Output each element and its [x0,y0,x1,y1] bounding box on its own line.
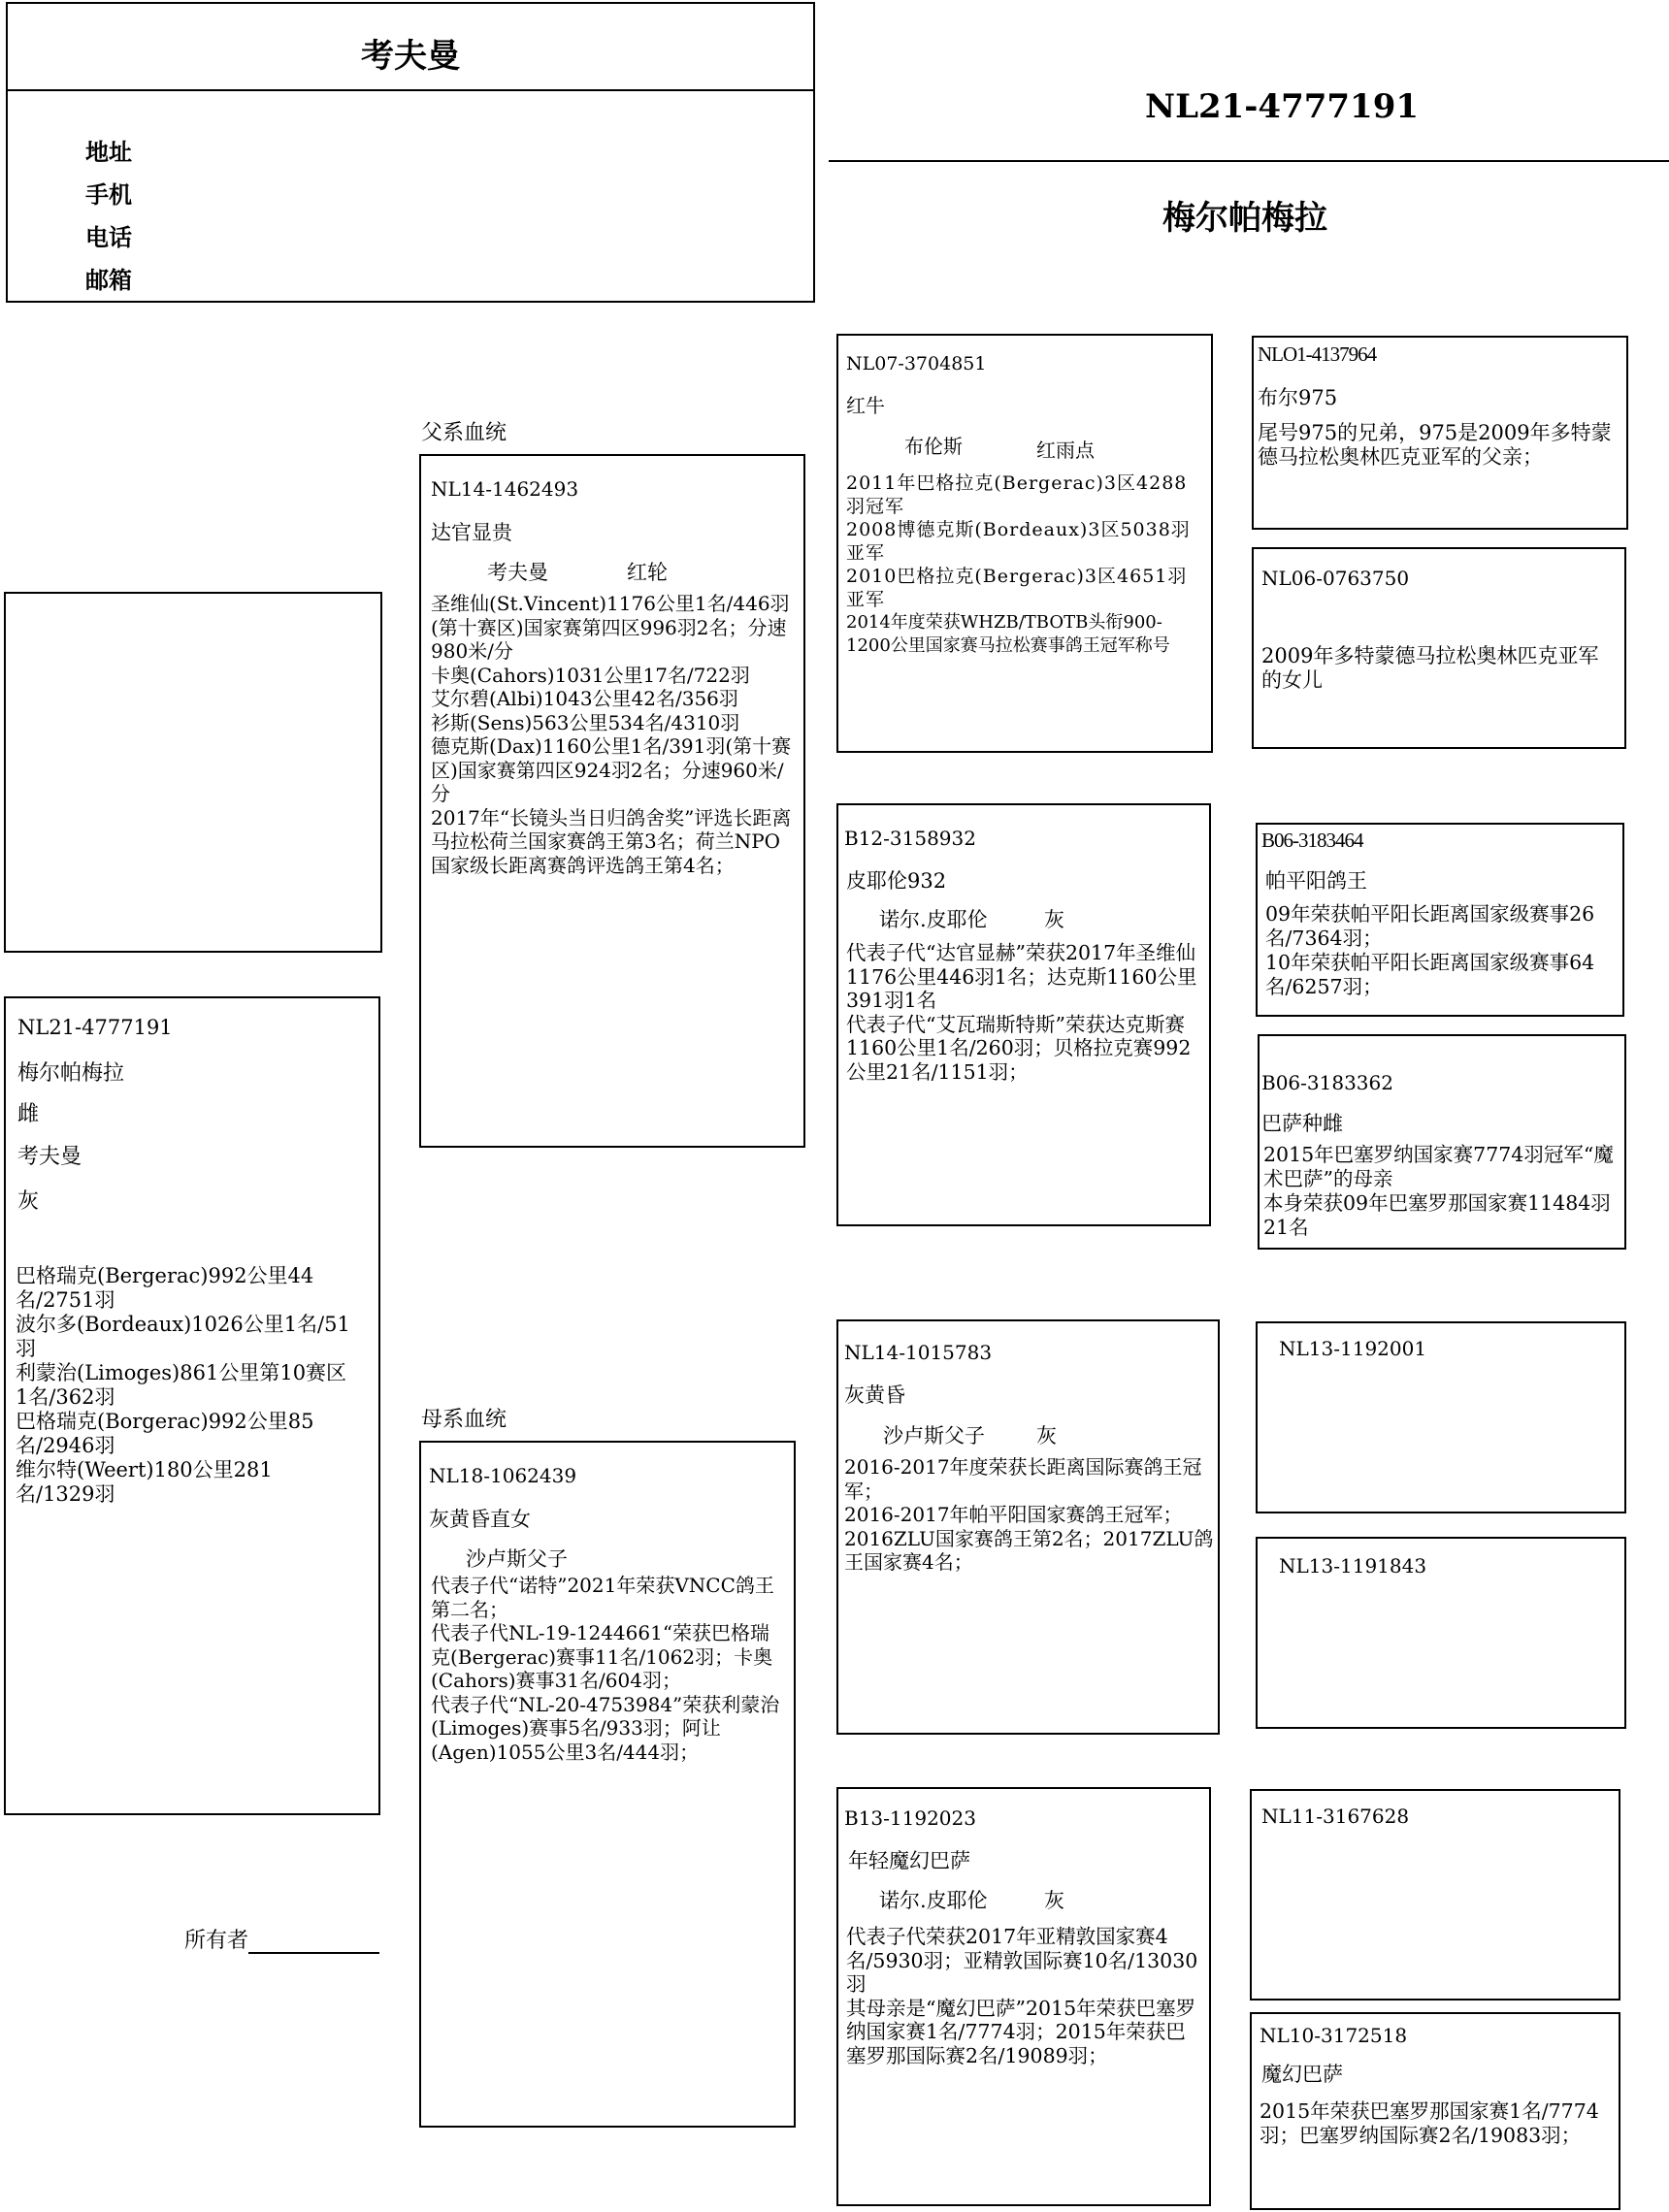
sire-dam-notes [846,941,1205,1084]
gg1-box [1252,336,1628,530]
note-line: 2016-2017年度荣获长距离国际赛鸽王冠军； [844,1455,1202,1503]
gg4-notes [1263,1143,1617,1240]
dam-sire-box [836,1319,1220,1735]
note-line: 代表子代“NL-20-4753984”荣获利蒙治(Limoges)赛事5名/933羽；阿让(Agen)1055公里3名/444羽； [431,1692,780,1764]
dam-dam-color: 灰 [1044,1889,1064,1912]
sire-sire-color: 红雨点 [1036,439,1095,462]
note-line: 艾尔碧(Albi)1043公里42名/356羽 [431,687,738,710]
note-line: 圣维仙(St.Vincent)1176公里1名/446羽(第十赛区)国家赛第四区996羽2名；分速980米/分 [431,592,790,663]
note-line: 代表子代“诺特”2021年荣获VNCC鸽王第二名； [431,1574,774,1621]
gg1-name: 布尔975 [1258,386,1338,409]
sire-sire-breeder: 布伦斯 [904,435,963,458]
dam-dam-ring: B13-1192023 [844,1806,976,1830]
note-line: 卡奥(Cahors)1031公里17名/722羽 [431,663,750,687]
owner-signature-line[interactable] [248,1933,379,1954]
note-line: 2008博德克斯(Bordeaux)3区5038羽亚军 [846,519,1191,564]
sire-breeder: 考夫曼 [487,561,548,584]
note-line: 2009年多特蒙德马拉松奥林匹克亚军的女儿 [1261,644,1599,692]
dam-sire-color: 灰 [1036,1424,1057,1448]
gg5-ring: NL13-1192001 [1279,1337,1427,1360]
sire-dam-breeder: 诺尔.皮耶伦 [879,908,988,931]
note-line: 其母亲是“魔幻巴萨”2015年荣获巴塞罗纳国家赛1名/7774羽；2015年荣获巴塞罗那国际赛2名/19089羽； [846,1996,1196,2067]
dam-breeder: 沙卢斯父子 [466,1547,568,1571]
pigeon-name-title: 梅尔帕梅拉 [1162,199,1327,238]
sire-notes [431,592,792,877]
sire-name: 达官显贵 [431,521,512,544]
note-line: 代表子代“艾瓦瑞斯特斯”荣获达克斯赛1160公里1名/260羽；贝格拉克赛992公里21名/1151羽； [846,1012,1192,1084]
dam-dam-notes [846,1925,1205,2067]
sire-box [419,454,805,1148]
gg2-box [1252,547,1626,749]
dam-dam-name: 年轻魔幻巴萨 [848,1849,970,1872]
note-line: 2011年巴格拉克(Bergerac)3区4288羽冠军 [846,472,1188,517]
sire-dam-name: 皮耶伦932 [846,869,947,893]
sire-line-heading: 父系血统 [421,421,507,445]
gg7-box [1250,1789,1620,2001]
subject-results [16,1264,351,1507]
gg7-ring: NL11-3167628 [1261,1805,1410,1828]
subject-color: 灰 [17,1189,40,1214]
subject-breeder: 考夫曼 [17,1145,82,1169]
gg2-notes [1261,644,1617,693]
subject-box [4,996,380,1815]
dam-sire-breeder: 沙卢斯父子 [883,1424,985,1448]
gg4-ring: B06-3183362 [1261,1071,1393,1094]
owner-label: 所有者 [184,1929,249,1953]
gg3-name: 帕平阳鸽王 [1265,869,1367,893]
gg6-box [1256,1537,1626,1729]
gg8-notes [1260,2099,1617,2148]
gg8-ring: NL10-3172518 [1260,2024,1408,2047]
pigeon-ring-title: NL21-4777191 [1145,87,1420,126]
title-divider [829,160,1669,162]
email-label: 邮箱 [85,266,132,294]
breeder-box [6,2,815,303]
result-line: 波尔多(Bordeaux)1026公里1名/51羽 [16,1313,350,1360]
photo-frame [4,592,382,953]
gg4-name: 巴萨种雌 [1261,1112,1343,1135]
note-line: 2015年巴塞罗纳国家赛7774羽冠军“魔术巴萨”的母亲 [1263,1143,1614,1190]
gg3-notes [1265,902,1615,999]
mobile-label: 手机 [85,180,132,209]
sire-color: 红轮 [627,561,668,584]
result-line: 巴格瑞克(Borgerac)992公里85名/2946羽 [16,1410,314,1457]
dam-line-heading: 母系血统 [421,1408,507,1432]
result-line: 维尔特(Weert)180公里281名/1329羽 [16,1458,273,1506]
note-line: 尾号975的兄弟，975是2009年多特蒙德马拉松奥林匹克亚军的父亲； [1258,421,1612,469]
gg8-box [1250,2012,1620,2210]
gg4-box [1258,1034,1626,1250]
dam-notes [431,1574,788,1764]
breeder-box-divider [8,89,813,91]
dam-dam-breeder: 诺尔.皮耶伦 [879,1889,988,1912]
dam-dam-box [836,1787,1211,2206]
sire-sire-ring: NL07-3704851 [846,353,987,374]
note-line: 本身荣获09年巴塞罗那国家赛11484羽 21名 [1263,1191,1611,1239]
note-line: 2017年“长镜头当日归鸽舍奖”评选长距离马拉松荷兰国家赛鸽王第3名；荷兰NPO国家级长距离赛鸽评选鸽王第4名； [431,805,792,877]
sire-sire-box [836,334,1213,753]
note-line: 代表子代“达官显赫”荣获2017年圣维仙1176公里446羽1名；达克斯1160公里391羽1名 [846,941,1197,1012]
note-line: 代表子代荣获2017年亚精敦国家赛4名/5930羽；亚精敦国际赛10名/13030羽 [846,1925,1198,1996]
gg5-box [1256,1321,1626,1513]
owner-line [184,1924,379,1954]
note-line: 2015年荣获巴塞罗那国家赛1名/7774羽；巴塞罗纳国际赛2名/19083羽； [1260,2099,1599,2147]
note-line: 09年荣获帕平阳长距离国家级赛事26名/7364羽； [1265,902,1595,950]
note-line: 2010巴格拉克(Bergerac)3区4651羽亚军 [846,566,1188,610]
gg2-ring: NL06-0763750 [1261,567,1410,590]
dam-sire-notes [844,1455,1215,1575]
gg6-ring: NL13-1191843 [1279,1554,1427,1578]
sire-dam-color: 灰 [1044,908,1064,931]
sire-dam-ring: B12-3158932 [844,827,976,850]
subject-name: 梅尔帕梅拉 [17,1061,125,1086]
note-line: 2016-2017年帕平阳国家赛鸽王冠军；2016ZLU国家赛鸽王第2名；2017ZLU鸽王国家赛4名； [844,1503,1214,1574]
note-line: 2014年度荣获WHZB/TBOTB头衔900-1200公里国家赛马拉松赛事鸽王冠军称号 [846,612,1170,656]
gg8-name: 魔幻巴萨 [1261,2063,1343,2086]
dam-ring: NL18-1062439 [429,1464,577,1487]
sire-dam-box [836,803,1211,1226]
gg1-ring: NLO1-4137964 [1258,342,1377,366]
note-line: 10年荣获帕平阳长距离国家级赛事64 名/6257羽； [1265,951,1595,998]
gg1-notes [1258,421,1613,470]
subject-ring: NL21-4777191 [17,1016,173,1039]
dam-box [419,1441,796,2128]
result-line: 利蒙治(Limoges)861公里第10赛区1名/362羽 [16,1361,347,1409]
dam-sire-name: 灰黄昏 [844,1383,905,1407]
breeder-name: 考夫曼 [361,37,460,76]
subject-sex: 雌 [17,1102,40,1126]
phone-label: 电话 [85,223,132,251]
address-label: 地址 [85,138,132,166]
dam-sire-ring: NL14-1015783 [844,1341,993,1364]
sire-sire-name: 红牛 [846,394,885,417]
note-line: 衫斯(Sens)563公里534名/4310羽 [431,710,740,734]
note-line: 德克斯(Dax)1160公里1名/391羽(第十赛区)国家赛第四区924羽2名；分速960米/分 [431,734,792,805]
sire-ring: NL14-1462493 [431,477,579,501]
gg3-box [1256,823,1624,1017]
gg3-ring: B06-3183464 [1261,829,1363,852]
note-line: 代表子代NL-19-1244661“荣获巴格瑞克(Bergerac)赛事11名/1062羽；卡奥(Cahors)赛事31名/604羽； [431,1621,773,1692]
dam-name: 灰黄昏直女 [429,1508,531,1531]
result-line: 巴格瑞克(Bergerac)992公里44名/2751羽 [16,1264,314,1312]
sire-sire-notes [846,472,1205,658]
